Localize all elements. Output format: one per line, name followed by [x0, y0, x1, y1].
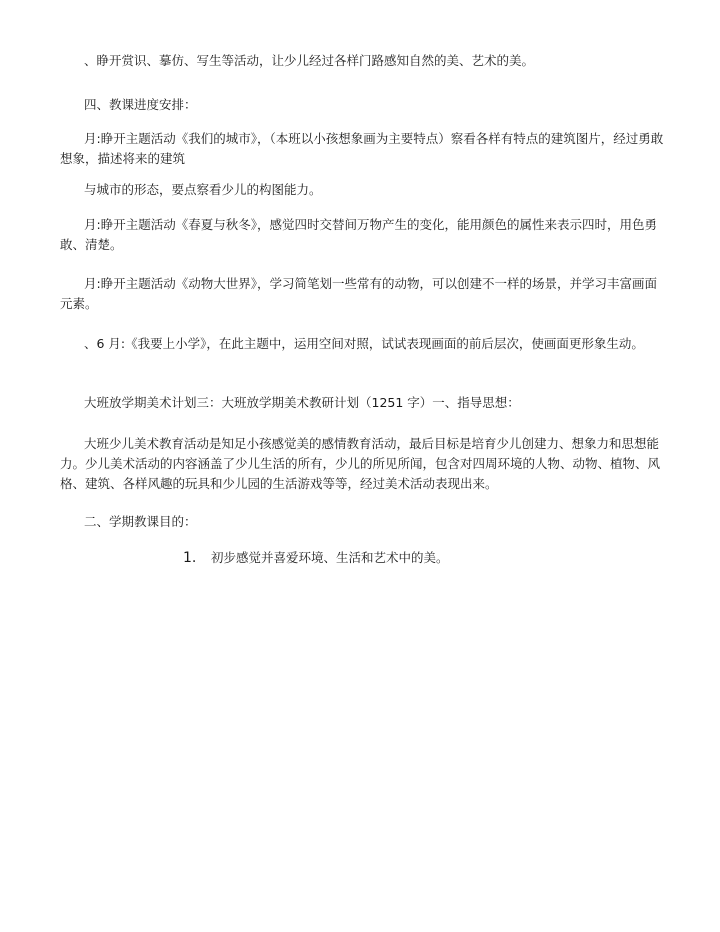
- paragraph-plan-title: 大班放学期美术计划三：大班放学期美术教研计划（1251 字）一、指导思想：: [84, 395, 520, 410]
- paragraph-activities: 、睁开赏识、摹仿、写生等活动，让少儿经过各样门路感知自然的美、艺术的美。: [84, 53, 535, 68]
- list-item-number: 1.: [183, 550, 197, 566]
- paragraph-month-animals: 月:睁开主题活动《动物大世界》，学习简笔划一些常有的动物，可以创建不一样的场景，并学习丰富画面元素。: [60, 276, 657, 311]
- paragraph-guiding-ideology: 大班少儿美术教育活动是知足小孩感觉美的感情教育活动，最后目标是培育少儿创建力、想象力和思想能力。少儿美术活动的内容涵盖了少儿生活的所有，少儿的所见所闻，包含对四周环境的人物、动物、植物、风格、建筑、各样风趣的玩具和少儿园的生活游戏等等，经过美术活动表现出来。: [60, 436, 661, 491]
- section-heading-schedule: 四、教课进度安排：: [84, 97, 197, 112]
- list-item: [183, 548, 449, 568]
- list-item-text: 初步感觉并喜爱环境、生活和艺术中的美。: [211, 550, 449, 565]
- paragraph-month-school: 、6 月:《我要上小学》，在此主题中，运用空间对照，试试表现画面的前后层次，使画面更形象生动。: [84, 336, 644, 351]
- paragraph-city-form: 与城市的形态，要点察看少儿的构图能力。: [84, 182, 322, 197]
- section-heading-goals: 二、学期教课目的：: [84, 514, 197, 529]
- paragraph-month-seasons: 月:睁开主题活动《春夏与秋冬》，感觉四时交替间万物产生的变化，能用颜色的属性来表示四时，用色勇敢、清楚。: [60, 217, 657, 252]
- paragraph-month-city: 月:睁开主题活动《我们的城市》，（本班以小孩想象画为主要特点）察看各样有特点的建筑图片，经过勇敢想象，描述将来的建筑: [60, 131, 664, 166]
